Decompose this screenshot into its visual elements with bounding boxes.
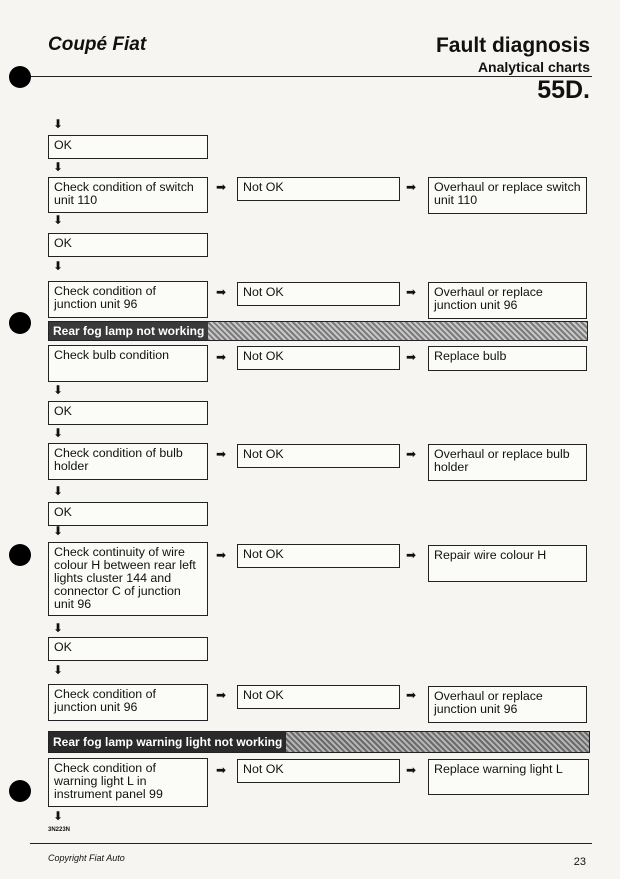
repair-wire-box: Repair wire colour H [428, 545, 587, 582]
not-ok-box: Not OK [237, 282, 400, 306]
down-arrow: ⬇ [53, 117, 64, 131]
footer-rule [30, 843, 592, 844]
section-title: Rear fog lamp not working [49, 322, 208, 340]
page-title: Fault diagnosis [435, 34, 590, 57]
binder-hole [9, 66, 31, 88]
down-arrow: ⬇ [53, 524, 64, 538]
replace-bulb-box: Replace bulb [428, 346, 587, 371]
overhaul-bulb-holder-box: Overhaul or replace bulb holder [428, 444, 587, 481]
check-junction-box: Check condition of junction unit 96 [48, 281, 208, 318]
brand-title: Coupé Fiat [48, 34, 147, 55]
right-arrow: ➡ [406, 180, 417, 194]
right-arrow: ➡ [406, 763, 417, 777]
right-arrow: ➡ [406, 447, 417, 461]
binder-hole [9, 544, 31, 566]
right-arrow: ➡ [406, 350, 417, 364]
ok-box: OK [48, 502, 208, 526]
right-arrow: ➡ [216, 548, 227, 562]
right-arrow: ➡ [216, 180, 227, 194]
right-arrow: ➡ [406, 688, 417, 702]
header-rule [30, 76, 592, 77]
ok-box: OK [48, 135, 208, 159]
ok-box: OK [48, 637, 208, 661]
not-ok-box: Not OK [237, 544, 400, 568]
overhaul-junction-box: Overhaul or replace junction unit 96 [428, 686, 587, 723]
down-arrow: ⬇ [53, 160, 64, 174]
section-code: 55D. [537, 76, 590, 104]
copyright: Copyright Fiat Auto [48, 853, 125, 863]
not-ok-box: Not OK [237, 346, 400, 370]
check-junction-box: Check condition of junction unit 96 [48, 684, 208, 721]
check-warning-box: Check condition of warning light L in instrument panel 99 [48, 758, 208, 807]
check-bulb-holder-box: Check condition of bulb holder [48, 443, 208, 480]
not-ok-box: Not OK [237, 177, 400, 201]
right-arrow: ➡ [406, 285, 417, 299]
check-bulb-box: Check bulb condition [48, 345, 208, 382]
section-band [48, 731, 590, 753]
right-arrow: ➡ [216, 350, 227, 364]
ok-box: OK [48, 233, 208, 257]
down-arrow: ⬇ [53, 621, 64, 635]
section-title: Rear fog lamp warning light not working [49, 732, 286, 752]
right-arrow: ➡ [216, 447, 227, 461]
replace-warning-box: Replace warning light L [428, 759, 589, 795]
binder-hole [9, 312, 31, 334]
right-arrow: ➡ [216, 285, 227, 299]
page-number: 23 [573, 856, 586, 868]
down-arrow: ⬇ [53, 213, 64, 227]
overhaul-switch-box: Overhaul or replace switch unit 110 [428, 177, 587, 214]
down-arrow: ⬇ [53, 426, 64, 440]
check-switch-box: Check condition of switch unit 110 [48, 177, 208, 213]
down-arrow: ⬇ [53, 809, 64, 823]
overhaul-junction-box: Overhaul or replace junction unit 96 [428, 282, 587, 319]
down-arrow: ⬇ [53, 484, 64, 498]
down-arrow: ⬇ [53, 383, 64, 397]
figure-reference: 3N223N [48, 827, 71, 833]
right-arrow: ➡ [406, 548, 417, 562]
down-arrow: ⬇ [53, 259, 64, 273]
binder-hole [9, 780, 31, 802]
right-arrow: ➡ [216, 688, 227, 702]
not-ok-box: Not OK [237, 444, 400, 468]
right-arrow: ➡ [216, 763, 227, 777]
ok-box: OK [48, 401, 208, 425]
check-wire-box: Check continuity of wire colour H between rear left lights cluster 144 and connector C of junction unit 96 [48, 542, 208, 616]
down-arrow: ⬇ [53, 663, 64, 677]
section-band [48, 321, 588, 341]
not-ok-box: Not OK [237, 759, 400, 783]
page-subtitle: Analytical charts [477, 59, 590, 75]
not-ok-box: Not OK [237, 685, 400, 709]
